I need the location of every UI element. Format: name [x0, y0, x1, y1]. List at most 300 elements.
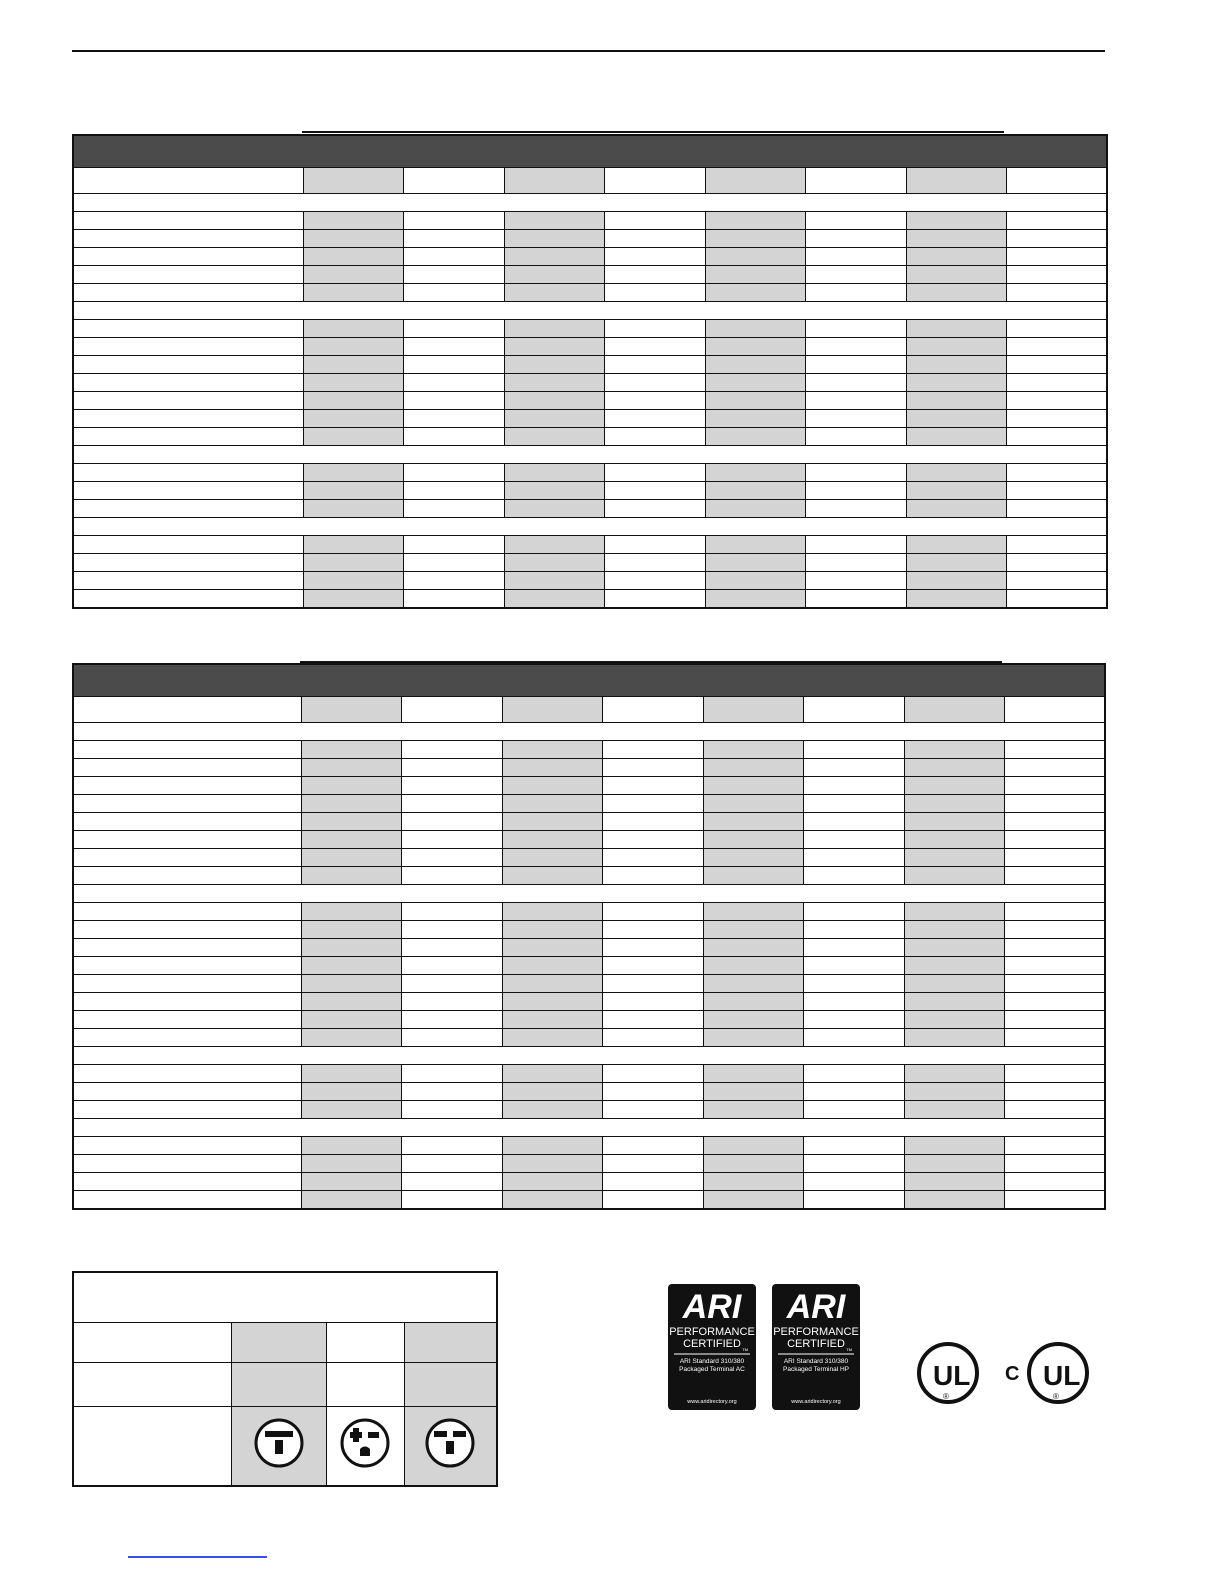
table-cell — [401, 813, 502, 831]
table-cell — [904, 759, 1004, 777]
table-cell — [502, 1101, 602, 1119]
table-row — [73, 921, 1105, 939]
table-cell — [301, 1011, 401, 1029]
table-cell — [602, 1137, 703, 1155]
table-cell — [1004, 921, 1105, 939]
ari-brand: ARI — [786, 1288, 846, 1326]
table-cell — [803, 939, 904, 957]
table-cell — [403, 428, 504, 446]
table-cell — [703, 741, 803, 759]
table-cell — [401, 849, 502, 867]
section-row — [73, 1119, 1105, 1137]
table-cell — [401, 921, 502, 939]
table-cell — [502, 831, 602, 849]
table-cell — [803, 813, 904, 831]
table-row — [73, 1137, 1105, 1155]
row-label — [73, 1155, 301, 1173]
model-column-header — [904, 697, 1004, 723]
table-row — [73, 1155, 1105, 1173]
table-cell — [906, 320, 1006, 338]
table-row — [73, 212, 1107, 230]
table-cell — [1006, 536, 1107, 554]
section-label — [73, 446, 1107, 464]
row-label — [73, 867, 301, 885]
receptacle-row-label — [73, 1406, 231, 1486]
table-cell — [602, 903, 703, 921]
row-label — [73, 777, 301, 795]
table-cell — [803, 777, 904, 795]
table-cell — [301, 921, 401, 939]
table-cell — [303, 374, 403, 392]
row-label-header — [73, 697, 301, 723]
table-cell — [303, 536, 403, 554]
receptacle-cell — [326, 1362, 404, 1406]
table-cell — [502, 867, 602, 885]
table-cell — [401, 795, 502, 813]
model-column-header — [303, 168, 403, 194]
section-row — [73, 194, 1107, 212]
section-label — [73, 723, 1105, 741]
table-cell — [1004, 1101, 1105, 1119]
table-cell — [703, 939, 803, 957]
table-cell — [906, 536, 1006, 554]
model-column-header — [803, 697, 904, 723]
table-row — [73, 464, 1107, 482]
ul-mark: UL — [1043, 1360, 1081, 1391]
table-cell — [1006, 572, 1107, 590]
table-cell — [703, 1191, 803, 1210]
table-cell — [1006, 428, 1107, 446]
model-column-header — [403, 168, 504, 194]
table-cell — [805, 482, 906, 500]
section-row — [73, 723, 1105, 741]
table-cell — [303, 230, 403, 248]
table-cell — [504, 482, 604, 500]
table-cell — [1006, 410, 1107, 428]
table-cell — [904, 957, 1004, 975]
table-cell — [803, 741, 904, 759]
table-cell — [1004, 1065, 1105, 1083]
table-cell — [705, 554, 805, 572]
table-cell — [1004, 939, 1105, 957]
header-rule — [72, 50, 1105, 52]
row-label — [73, 536, 303, 554]
table-cell — [504, 428, 604, 446]
table-row — [73, 903, 1105, 921]
table-cell — [301, 1155, 401, 1173]
table-cell — [504, 464, 604, 482]
table-cell — [906, 374, 1006, 392]
table-cell — [703, 1065, 803, 1083]
table-cell — [602, 939, 703, 957]
table-cell — [904, 1065, 1004, 1083]
table-cell — [502, 1155, 602, 1173]
table-cell — [803, 1137, 904, 1155]
table-row — [73, 284, 1107, 302]
receptacle-t-icon — [340, 1418, 390, 1468]
table-cell — [502, 795, 602, 813]
table-cell — [401, 1029, 502, 1047]
table-cell — [803, 759, 904, 777]
table-cell — [502, 993, 602, 1011]
table-cell — [504, 338, 604, 356]
table-cell — [904, 813, 1004, 831]
table-cell — [805, 230, 906, 248]
table-cell — [604, 284, 705, 302]
table-cell — [803, 1173, 904, 1191]
table-cell — [1006, 356, 1107, 374]
receptacle-tandem-wide-icon — [425, 1418, 475, 1468]
table-row — [73, 1065, 1105, 1083]
table-cell — [803, 795, 904, 813]
table-cell — [604, 266, 705, 284]
table-row — [73, 500, 1107, 518]
table-cell — [803, 1155, 904, 1173]
table-cell — [703, 1155, 803, 1173]
table-row — [73, 1029, 1105, 1047]
ul-listed-logo — [916, 1340, 1094, 1406]
table-cell — [1006, 338, 1107, 356]
table-cell — [504, 374, 604, 392]
table-cell — [703, 1101, 803, 1119]
table-cell — [602, 1029, 703, 1047]
row-label — [73, 482, 303, 500]
table-cell — [303, 248, 403, 266]
table-cell — [604, 464, 705, 482]
table-cell — [604, 248, 705, 266]
table-cell — [805, 356, 906, 374]
table-cell — [904, 867, 1004, 885]
table-cell — [301, 759, 401, 777]
model-column-header — [604, 168, 705, 194]
table-cell — [604, 320, 705, 338]
table-cell — [1004, 1191, 1105, 1210]
footer-link-underline[interactable] — [128, 1556, 267, 1558]
table-cell — [301, 1083, 401, 1101]
model-column-header — [502, 697, 602, 723]
table-cell — [602, 1173, 703, 1191]
table-cell — [403, 482, 504, 500]
model-column-header — [401, 697, 502, 723]
table-cell — [904, 1083, 1004, 1101]
table-row — [73, 554, 1107, 572]
table-cell — [705, 284, 805, 302]
table-cell — [504, 500, 604, 518]
table-cell — [904, 1101, 1004, 1119]
section-label — [73, 885, 1105, 903]
row-label — [73, 759, 301, 777]
table-row — [73, 230, 1107, 248]
table-cell — [703, 849, 803, 867]
table-row — [73, 993, 1105, 1011]
ari-tm: TM — [846, 1347, 852, 1352]
table-cell — [502, 1029, 602, 1047]
table-cell — [803, 1065, 904, 1083]
table-cell — [403, 464, 504, 482]
model-column-header — [1004, 697, 1105, 723]
row-label — [73, 1137, 301, 1155]
table-cell — [1006, 320, 1107, 338]
table-cell — [502, 741, 602, 759]
section-row — [73, 1047, 1105, 1065]
table-cell — [502, 939, 602, 957]
table-cell — [604, 590, 705, 609]
table-row — [73, 356, 1107, 374]
table-cell — [703, 831, 803, 849]
table-cell — [703, 993, 803, 1011]
table-cell — [403, 536, 504, 554]
table-cell — [703, 957, 803, 975]
table-cell — [504, 554, 604, 572]
table-cell — [301, 813, 401, 831]
ari-line1: PERFORMANCE — [669, 1326, 755, 1338]
ul-mark: UL — [933, 1360, 971, 1391]
table-cell — [1006, 212, 1107, 230]
table-cell — [502, 777, 602, 795]
table-cell — [303, 500, 403, 518]
table-cell — [703, 777, 803, 795]
table-cell — [403, 320, 504, 338]
row-label — [73, 849, 301, 867]
row-label — [73, 975, 301, 993]
table-cell — [604, 230, 705, 248]
table-cell — [301, 993, 401, 1011]
table-cell — [703, 759, 803, 777]
ari-line2: CERTIFIED — [787, 1338, 845, 1350]
table-cell — [401, 1101, 502, 1119]
table-row — [73, 759, 1105, 777]
ari-url: www.aridirectory.org — [687, 1399, 737, 1405]
row-label — [73, 464, 303, 482]
table-cell — [906, 590, 1006, 609]
row-label — [73, 813, 301, 831]
table-cell — [803, 867, 904, 885]
table-cell — [703, 1173, 803, 1191]
table-cell — [604, 410, 705, 428]
table-cell — [904, 903, 1004, 921]
table-cell — [805, 374, 906, 392]
row-label — [73, 284, 303, 302]
table-cell — [906, 266, 1006, 284]
row-label — [73, 500, 303, 518]
section-row — [73, 518, 1107, 536]
table-cell — [602, 777, 703, 795]
table-cell — [906, 356, 1006, 374]
table-cell — [502, 1011, 602, 1029]
table-cell — [803, 957, 904, 975]
table-cell — [805, 248, 906, 266]
table-cell — [301, 975, 401, 993]
table-cell — [301, 741, 401, 759]
table-cell — [301, 939, 401, 957]
table-cell — [805, 572, 906, 590]
table-cell — [703, 867, 803, 885]
table-cell — [705, 410, 805, 428]
table-cell — [904, 777, 1004, 795]
row-label — [73, 374, 303, 392]
table-cell — [904, 795, 1004, 813]
table-cell — [301, 1173, 401, 1191]
ari-tm: TM — [742, 1347, 748, 1352]
table-cell — [403, 500, 504, 518]
ari-product: Packaged Terminal HP — [783, 1366, 849, 1373]
table-cell — [401, 903, 502, 921]
row-label — [73, 993, 301, 1011]
table-cell — [906, 428, 1006, 446]
table-cell — [904, 1029, 1004, 1047]
row-label — [73, 572, 303, 590]
table-cell — [1004, 1011, 1105, 1029]
ari-url: www.aridirectory.org — [791, 1399, 841, 1405]
row-label-header — [73, 168, 303, 194]
table-cell — [1006, 500, 1107, 518]
table-cell — [904, 921, 1004, 939]
row-label — [73, 1011, 301, 1029]
table-cell — [403, 356, 504, 374]
table-cell — [301, 831, 401, 849]
table-cell — [502, 1173, 602, 1191]
table-cell — [504, 212, 604, 230]
table-cell — [301, 795, 401, 813]
table-row — [73, 572, 1107, 590]
table-cell — [604, 482, 705, 500]
row-label — [73, 428, 303, 446]
table-cell — [1006, 464, 1107, 482]
table-cell — [705, 464, 805, 482]
table-cell — [803, 1191, 904, 1210]
table-row — [73, 392, 1107, 410]
table-cell — [1004, 867, 1105, 885]
table-row — [73, 795, 1105, 813]
table-cell — [403, 266, 504, 284]
table-cell — [803, 1029, 904, 1047]
table-cell — [805, 284, 906, 302]
table-cell — [805, 212, 906, 230]
ari-standard: ARI Standard 310/380 — [783, 1358, 849, 1365]
table-cell — [403, 590, 504, 609]
table-cell — [502, 1083, 602, 1101]
table-cell — [602, 867, 703, 885]
table-cell — [1006, 230, 1107, 248]
table-cell — [301, 957, 401, 975]
table-cell — [805, 500, 906, 518]
table-cell — [705, 590, 805, 609]
row-label — [73, 1173, 301, 1191]
model-column-header — [602, 697, 703, 723]
table-cell — [1004, 1137, 1105, 1155]
table-cell — [502, 1191, 602, 1210]
table-row — [73, 777, 1105, 795]
table-cell — [301, 1029, 401, 1047]
table-cell — [705, 356, 805, 374]
section-label — [73, 1047, 1105, 1065]
section-label — [73, 194, 1107, 212]
table-row — [73, 338, 1107, 356]
table-cell — [906, 392, 1006, 410]
row-label — [73, 590, 303, 609]
row-label — [73, 212, 303, 230]
table-cell — [1004, 741, 1105, 759]
table-cell — [803, 1083, 904, 1101]
table-cell — [602, 741, 703, 759]
table-cell — [1004, 1029, 1105, 1047]
table-cell — [1004, 1083, 1105, 1101]
table-row — [73, 248, 1107, 266]
receptacle-row-label — [73, 1362, 231, 1406]
ul-reg: ® — [1053, 1392, 1059, 1401]
table-cell — [602, 975, 703, 993]
receptacle-icon-cell — [404, 1406, 497, 1486]
table-row — [73, 1101, 1105, 1119]
table-cell — [906, 230, 1006, 248]
ari-certified-ac-logo — [668, 1284, 756, 1410]
table-cell — [303, 392, 403, 410]
table-cell — [403, 572, 504, 590]
table-cell — [401, 1191, 502, 1210]
table-cell — [602, 1065, 703, 1083]
table-cell — [403, 230, 504, 248]
table-row — [73, 975, 1105, 993]
table-cell — [805, 464, 906, 482]
spec-table-1 — [72, 134, 1108, 609]
table-cell — [805, 590, 906, 609]
table-cell — [703, 1083, 803, 1101]
table-cell — [904, 975, 1004, 993]
table-cell — [904, 1191, 1004, 1210]
table-cell — [604, 500, 705, 518]
table-cell — [904, 939, 1004, 957]
table-cell — [401, 975, 502, 993]
table-cell — [401, 759, 502, 777]
table-cell — [401, 777, 502, 795]
table-cell — [301, 1191, 401, 1210]
table-cell — [1004, 759, 1105, 777]
table-cell — [504, 230, 604, 248]
row-label — [73, 921, 301, 939]
table-cell — [904, 741, 1004, 759]
table-cell — [502, 1065, 602, 1083]
model-column-header — [805, 168, 906, 194]
row-label — [73, 1101, 301, 1119]
table-cell — [1004, 1155, 1105, 1173]
table-cell — [1004, 975, 1105, 993]
table-row — [73, 831, 1105, 849]
table-cell — [705, 392, 805, 410]
table-row — [73, 428, 1107, 446]
table-cell — [602, 921, 703, 939]
ari-product: Packaged Terminal AC — [679, 1366, 745, 1373]
table-cell — [904, 1155, 1004, 1173]
table-cell — [403, 392, 504, 410]
model-column-header — [504, 168, 604, 194]
table-cell — [401, 1065, 502, 1083]
table-cell — [403, 554, 504, 572]
row-label — [73, 1191, 301, 1210]
table-cell — [502, 759, 602, 777]
table-cell — [403, 284, 504, 302]
table-cell — [904, 831, 1004, 849]
table-cell — [604, 554, 705, 572]
table-cell — [301, 1137, 401, 1155]
table-row — [73, 957, 1105, 975]
table-cell — [301, 777, 401, 795]
table-cell — [705, 482, 805, 500]
column-header-row — [73, 168, 1107, 194]
table-cell — [401, 939, 502, 957]
table-cell — [401, 1155, 502, 1173]
table-cell — [1004, 957, 1105, 975]
receptacle-cell — [404, 1322, 497, 1362]
